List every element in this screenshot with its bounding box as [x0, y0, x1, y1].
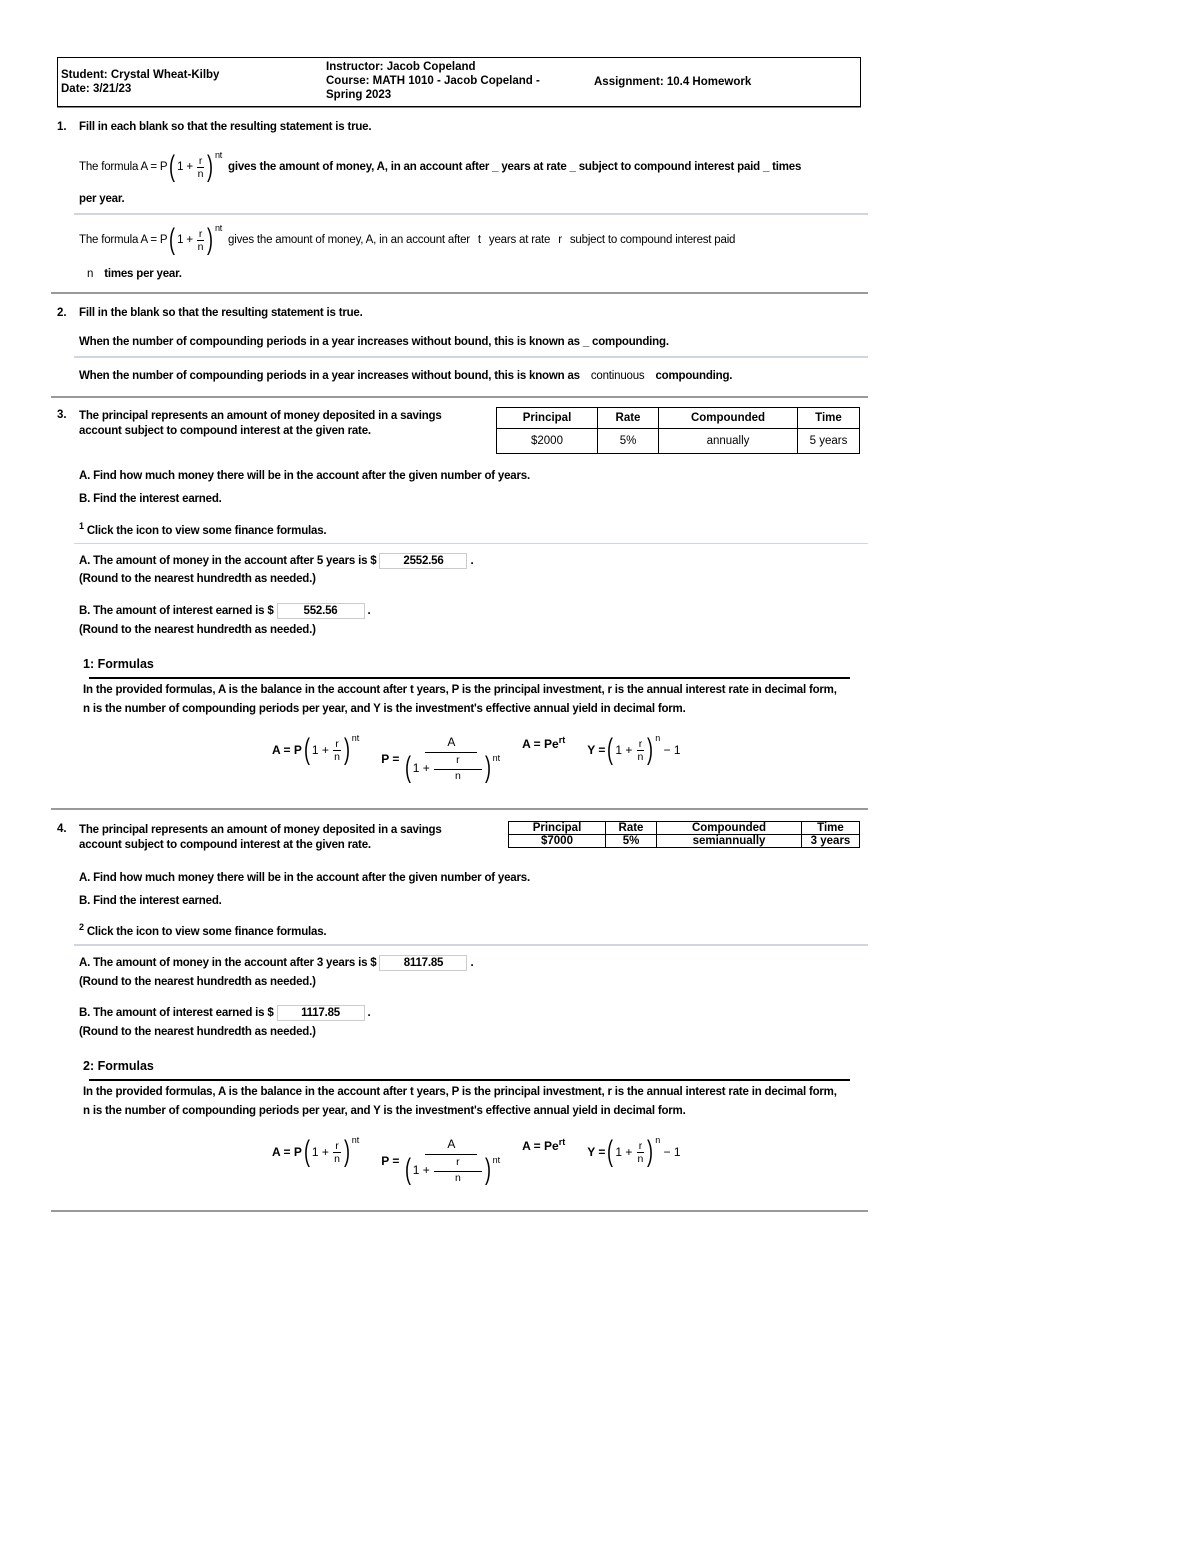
- q4-header-rate: Rate: [606, 822, 657, 835]
- q4-table-header-row: [509, 822, 860, 835]
- q4-value-rate: 5%: [606, 835, 657, 848]
- q1-answer-r: r: [558, 234, 562, 246]
- q3-answer-a-input[interactable]: 2552.56: [379, 553, 467, 569]
- q4-answer-b-round: (Round to the nearest hundredth as needed.): [79, 1026, 316, 1038]
- q4-parameters-table: [508, 821, 860, 848]
- q3-answer-b-text: B. The amount of interest earned is $: [79, 605, 274, 617]
- q3-header-time: Time: [798, 408, 860, 429]
- q3-footnote-marker: 1: [79, 521, 84, 531]
- q2-end-divider: [51, 396, 868, 398]
- header-course-column: [326, 60, 566, 102]
- q4-icon-note: Click the icon to view some finance formulas.: [86, 925, 327, 938]
- q1-answer-formula-label: The formula A = P: [79, 234, 168, 246]
- q3-end-divider: [51, 808, 868, 810]
- q3-icon-note: Click the icon to view some finance formulas.: [86, 524, 327, 537]
- q4-answer-b-input[interactable]: 1117.85: [277, 1005, 365, 1021]
- q2-answer-post: compounding.: [655, 370, 733, 382]
- q1-formula-label: The formula A = P: [79, 161, 168, 173]
- q3-answer-b-round: (Round to the nearest hundredth as needed.): [79, 624, 316, 636]
- q3-formula-row: [272, 735, 703, 783]
- q4-formulas-rule: [89, 1079, 850, 1081]
- q3-answer-a-round: (Round to the nearest hundredth as needed.): [79, 573, 316, 585]
- q4-formula-compound-amount: A = P ( 1 + $\frac{r}{n}$ ) $^{nt}$: [272, 1135, 360, 1168]
- date: Date: 3/21/23: [61, 83, 132, 95]
- q3-answer-b-input[interactable]: 552.56: [277, 603, 365, 619]
- q3-header-compounded: Compounded: [659, 408, 798, 429]
- q3-answer-a-text: A. The amount of money in the account after 5 years is $: [79, 555, 377, 567]
- q1-answer-t: t: [477, 234, 481, 246]
- q1-answer-line2: [79, 268, 182, 280]
- assignment-name: Assignment: 10.4 Homework: [594, 76, 752, 88]
- q3-part-b: B. Find the interest earned.: [79, 493, 222, 505]
- q4-table-value-row: [509, 835, 860, 848]
- q4-header-compounded: Compounded: [657, 822, 802, 835]
- q2-answer-pre: When the number of compounding periods in a year increases without bound, this is known as: [79, 370, 580, 382]
- q1-question-text2: per year.: [79, 193, 125, 205]
- q1-answer-text-d: times per year.: [104, 268, 182, 280]
- q1-divider: [74, 213, 868, 215]
- q1-end-divider: [51, 292, 868, 294]
- q3-number: 3.: [57, 409, 67, 421]
- q1-prompt: Fill in each blank so that the resulting statement is true.: [79, 121, 372, 133]
- q4-formulas-link[interactable]: [79, 922, 326, 938]
- q1-answer-text-c: subject to compound interest paid: [569, 234, 736, 246]
- q4-formulas-description: In the provided formulas, A is the balance in the account after t years, P is the principal investment, r is the annual interest rate in decimal form, n is the number of compounding periods per year, and Y is the investment's effective annual yield in decimal form.: [83, 1086, 837, 1117]
- q4-prompt: The principal represents an amount of money deposited in a savings account subject to compound interest at the given rate.: [79, 824, 442, 851]
- header-box: [57, 57, 861, 107]
- q3-prompt: The principal represents an amount of money deposited in a savings account subject to compound interest at the given rate.: [79, 410, 442, 437]
- q4-formula-present-value: P = A ( 1 + $\frac{r}{n}$ ) $^{nt}$: [381, 1137, 501, 1186]
- q3-value-time: 5 years: [798, 429, 860, 454]
- q4-part-a: A. Find how much money there will be in the account after the given number of years.: [79, 872, 530, 884]
- q3-header-rate: Rate: [598, 408, 659, 429]
- q3-formula-present-value: P = A ( 1 + $\frac{r}{n}$ ) $^{nt}$: [381, 735, 501, 784]
- q3-header-principal: Principal: [497, 408, 598, 429]
- q3-formulas-rule: [89, 677, 850, 679]
- q1-number: 1.: [57, 121, 67, 133]
- student-name: Student: Crystal Wheat-Kilby: [61, 69, 220, 81]
- q2-prompt: Fill in the blank so that the resulting statement is true.: [79, 307, 363, 319]
- q2-number: 2.: [57, 307, 67, 319]
- q4-end-divider: [51, 1210, 868, 1212]
- q4-answer-a-input[interactable]: 8117.85: [379, 955, 467, 971]
- q4-value-principal: $7000: [509, 835, 606, 848]
- q4-answer-a: A. The amount of money in the account after 3 years is $ 8117.85 .: [79, 957, 474, 969]
- q2-answer-fill: continuous: [590, 370, 645, 382]
- q1-answer-line: [79, 225, 735, 255]
- q3-value-rate: 5%: [598, 429, 659, 454]
- q1-answer-formula: ( 1 + $\frac{r}{n}$ ) $^{nt}$: [169, 223, 223, 256]
- q3-parameters-table: [496, 407, 860, 454]
- q3-formulas-link[interactable]: [79, 521, 326, 537]
- q4-value-time: 3 years: [802, 835, 860, 848]
- instructor-name: Instructor: Jacob Copeland: [326, 61, 476, 73]
- q3-answer-b: B. The amount of interest earned is $ 552.56 .: [79, 605, 371, 617]
- course-name: Course: MATH 1010 - Jacob Copeland - Spring 2023: [326, 75, 540, 101]
- q4-answer-b-text: B. The amount of interest earned is $: [79, 1007, 274, 1019]
- q1-answer-text-a: gives the amount of money, A, in an account after: [228, 234, 470, 246]
- q4-answer-b: B. The amount of interest earned is $ 1117.85 .: [79, 1007, 371, 1019]
- q3-formula-effective-yield: Y = ( 1 + $\frac{r}{n}$ ) $^n$ − 1: [587, 733, 681, 766]
- q4-formulas-title: 2: Formulas: [83, 1059, 154, 1073]
- q1-answer-n: n: [87, 268, 94, 280]
- q1-question-line: [79, 152, 801, 182]
- q3-table-header-row: [497, 408, 860, 429]
- q2-divider: [74, 356, 868, 358]
- q4-answer-a-round: (Round to the nearest hundredth as needed.): [79, 976, 316, 988]
- q4-formula-continuous: $A = Pe^{rt}$: [522, 1137, 566, 1153]
- q4-formula-row: [272, 1137, 703, 1185]
- q4-value-compounded: semiannually: [657, 835, 802, 848]
- q3-value-principal: $2000: [497, 429, 598, 454]
- q1-compound-formula: ( 1 + $\frac{r}{n}$ ) $^{nt}$: [169, 150, 223, 183]
- q3-table-value-row: [497, 429, 860, 454]
- q2-question: When the number of compounding periods in a year increases without bound, this is known as _ compounding.: [79, 336, 669, 348]
- q3-formulas-title: 1: Formulas: [83, 657, 154, 671]
- q4-header-time: Time: [802, 822, 860, 835]
- q4-divider: [74, 944, 868, 946]
- q4-header-principal: Principal: [509, 822, 606, 835]
- q1-question-text: gives the amount of money, A, in an account after _ years at rate _ subject to compound interest paid _ times: [228, 161, 802, 173]
- q3-formulas-description: In the provided formulas, A is the balance in the account after t years, P is the principal investment, r is the annual interest rate in decimal form, n is the number of compounding periods per year, and Y is the investment's effective annual yield in decimal form.: [83, 684, 837, 715]
- q4-formula-effective-yield: Y = ( 1 + $\frac{r}{n}$ ) $^n$ − 1: [587, 1135, 681, 1168]
- header-student-column: [61, 68, 219, 96]
- q3-answer-a: A. The amount of money in the account after 5 years is $ 2552.56 .: [79, 555, 474, 567]
- q3-value-compounded: annually: [659, 429, 798, 454]
- q3-formula-compound-amount: A = P ( 1 + $\frac{r}{n}$ ) $^{nt}$: [272, 733, 360, 766]
- q4-footnote-marker: 2: [79, 922, 84, 932]
- q3-part-a: A. Find how much money there will be in the account after the given number of years.: [79, 470, 530, 482]
- q2-answer-line: [79, 370, 732, 382]
- q3-formula-continuous: $A = Pe^{rt}$: [522, 735, 566, 751]
- q1-answer-text-b: years at rate: [488, 234, 551, 246]
- q4-part-b: B. Find the interest earned.: [79, 895, 222, 907]
- q4-answer-a-text: A. The amount of money in the account after 3 years is $: [79, 957, 377, 969]
- q4-number: 4.: [57, 823, 67, 835]
- q3-divider: [74, 543, 868, 544]
